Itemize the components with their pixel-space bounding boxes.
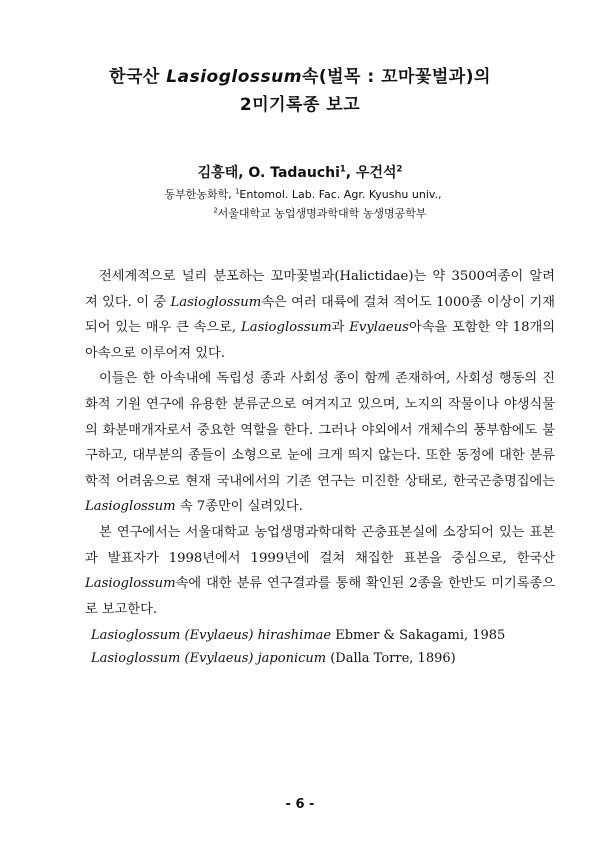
paragraph-1 bbox=[85, 264, 555, 366]
title-suffix: 속(벌목 : 꼬마꽃벌과)의 bbox=[301, 67, 491, 87]
p2-text-a: 이들은 한 아속내에 독립성 종과 사회성 종이 함께 존재하여, 사회성 행동의 진화적 기원 연구에 유용한 분류군으로 여겨지고 있으며, 노지의 작물이나 야생식물의 화분매개자로서 중요한 역할을 한다. 그러나 야외에서 개체수의 풍부함에도 불구하고, 대부분의 종들이 소형으로 눈에 크게 띄지 않는다. 또한 동정에 대한 분류학적 어려움으로 현재 국내에서의 기존 연구는 미진한 상태로, 한국곤충명집에는 bbox=[85, 371, 555, 489]
species-authority: Ebmer & Sakagami, 1985 bbox=[335, 628, 506, 643]
species-epithet: japonicum bbox=[257, 651, 327, 666]
species-subgenus: (Evylaeus) bbox=[184, 651, 254, 666]
title-line-1 bbox=[0, 62, 600, 87]
species-item bbox=[91, 647, 561, 670]
p1-genus-3: Evylaeus bbox=[349, 320, 409, 336]
p1-genus-2: Lasioglossum bbox=[240, 320, 332, 336]
species-epithet: hirashimae bbox=[257, 628, 332, 643]
species-list bbox=[91, 624, 561, 670]
author-2-sup: 2 bbox=[396, 163, 403, 174]
author-line bbox=[0, 162, 600, 182]
species-item bbox=[91, 624, 561, 647]
p1-text-a: 전세계적으로 널리 분포하는 꼬마꽃벌과(Halictidae)는 약 3500여종이 알려져 있다. 이 중 bbox=[85, 269, 555, 310]
p2-text-b: 속 7종만이 실려있다. bbox=[175, 499, 303, 515]
title-genus: Lasioglossum bbox=[166, 67, 302, 87]
p2-genus: Lasioglossum bbox=[85, 499, 176, 515]
title-line-2: 2미기록종 보고 bbox=[239, 95, 361, 115]
p3-text-b: 속에 대한 분류 연구결과를 통해 확인된 2종을 한반도 미기록종으로 보고한다. bbox=[85, 576, 555, 617]
affiliation-1a: 동부한농화학, bbox=[164, 188, 236, 201]
species-subgenus: (Evylaeus) bbox=[184, 628, 254, 643]
author-2: 우건석 bbox=[355, 165, 397, 181]
p1-text-c: 과 bbox=[331, 320, 350, 336]
author-1: 김흥태, O. Tadauchi bbox=[197, 165, 340, 181]
page-number: - 6 - bbox=[285, 797, 315, 812]
species-genus: Lasioglossum bbox=[91, 651, 181, 666]
p3-text-a: 본 연구에서는 서울대학교 농업생명과학대학 곤충표본실에 소장되어 있는 표본과 발표자가 1998년에서 1999년에 걸쳐 채집한 표본을 중심으로, 한국산 bbox=[85, 524, 555, 566]
paragraph-2 bbox=[85, 366, 555, 520]
title-prefix: 한국산 bbox=[109, 67, 167, 87]
affiliation-2: 서울대학교 농업생명과학대학 농생명공학부 bbox=[217, 207, 427, 220]
p1-text-d: 아속을 포함한 약 18개의 아속으로 이루어져 있다. bbox=[85, 320, 556, 361]
paragraph-3 bbox=[85, 520, 555, 622]
p1-text-b: 속은 여러 대륙에 걸쳐 적어도 1000종 이상이 기재되어 있는 매우 큰 속으로, bbox=[85, 294, 555, 336]
affiliation-line-2 bbox=[0, 205, 600, 221]
p3-genus: Lasioglossum bbox=[85, 576, 176, 592]
species-genus: Lasioglossum bbox=[91, 628, 181, 643]
species-authority: (Dalla Torre, 1896) bbox=[330, 651, 456, 666]
body-text bbox=[85, 264, 555, 622]
affiliation-sup-2: 2 bbox=[213, 206, 218, 215]
affiliation-1b: Entomol. Lab. Fac. Agr. Kyushu univ., bbox=[239, 188, 442, 201]
p1-genus-1: Lasioglossum bbox=[170, 294, 262, 310]
affiliation-sup-1: 1 bbox=[235, 187, 240, 196]
author-separator: , bbox=[345, 165, 356, 181]
author-1-sup: 1 bbox=[339, 163, 346, 174]
affiliation-line-1 bbox=[0, 186, 600, 202]
